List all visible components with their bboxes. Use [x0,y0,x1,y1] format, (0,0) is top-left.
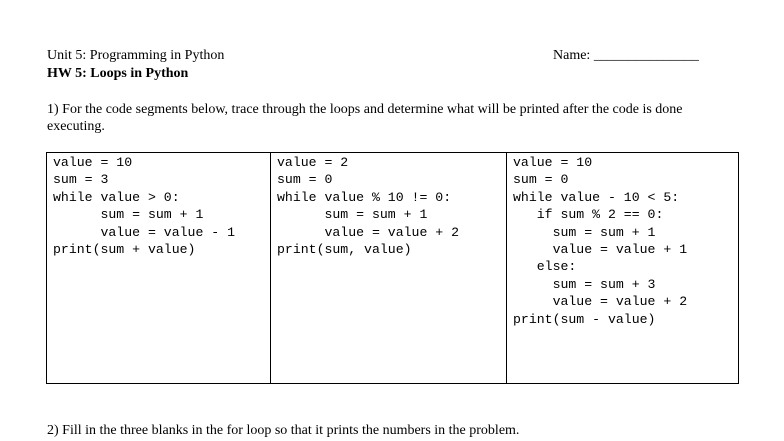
code-segments-table [46,152,739,384]
code-segment-2: value = 2 sum = 0 while value % 10 != 0: sum = sum + 1 value = value + 2 print(sum, value) [277,155,460,258]
code-segments-row [47,153,739,384]
unit-title: Unit 5: Programming in Python [47,48,225,63]
question-1-prompt: 1) For the code segments below, trace through the loops and determine what will be printed after the code is done executing. [47,102,683,134]
name-field-label: Name: _______________ [553,48,699,63]
code-segment-cell-1 [47,153,271,384]
homework-title: HW 5: Loops in Python [47,66,189,81]
question-2-prompt: 2) Fill in the three blanks in the for loop so that it prints the numbers in the problem. [47,423,520,438]
code-segment-1: value = 10 sum = 3 while value > 0: sum = sum + 1 value = value - 1 print(sum + value) [53,155,236,258]
code-segment-3: value = 10 sum = 0 while value - 10 < 5: if sum % 2 == 0: sum = sum + 1 value = value + 1 else: sum = sum + 3 value = value + 2 print(sum - value) [513,155,688,327]
code-segment-cell-2 [271,153,507,384]
code-segment-cell-3 [507,153,739,384]
